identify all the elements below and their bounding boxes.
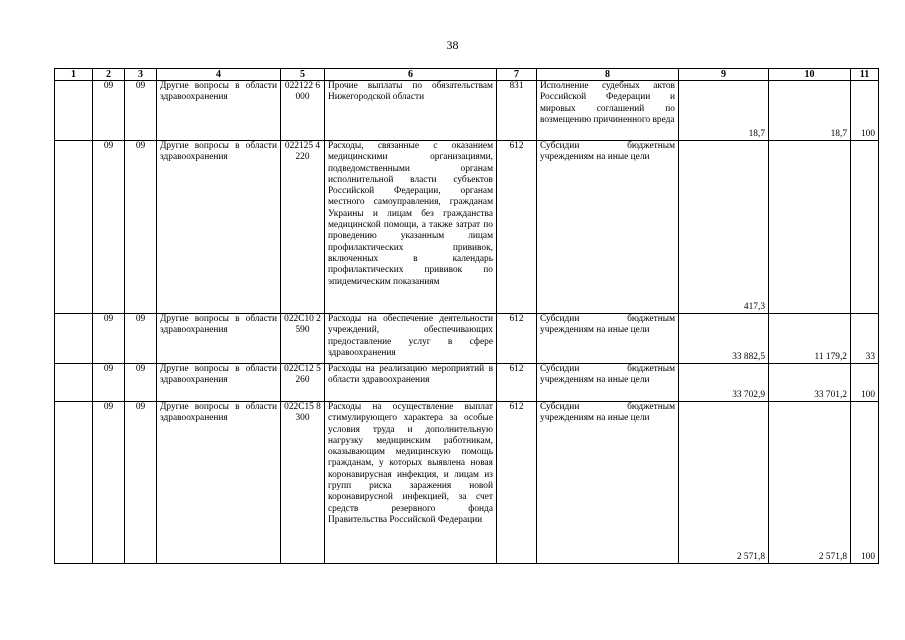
- col-header: 3: [125, 69, 157, 81]
- cell-subsection: 09: [125, 314, 157, 364]
- cell-type-code: 612: [497, 364, 537, 402]
- col-header: 8: [537, 69, 679, 81]
- table-row: [55, 141, 879, 314]
- cell-type-code: 612: [497, 402, 537, 564]
- table-row: [55, 81, 879, 141]
- col-header: 1: [55, 69, 93, 81]
- cell-expense-name: Расходы на осуществление выплат стимулирующего характера за особые условия труда и дополнительную нагрузку медицинским работникам, оказывающим медицинскую помощь гражданам, у которых выявлена новая коронавирусная инфекция, и лицам из групп риска заражения новой коронавирусной инфекцией, за счет средств резервного фонда Правительства Российской Федерации: [325, 402, 497, 564]
- cell-type-name: Субсидии бюджетным учреждениям на иные цели: [537, 364, 679, 402]
- col-header: 9: [679, 69, 769, 81]
- cell-fact: [769, 141, 851, 314]
- budget-table: [54, 68, 879, 564]
- table-row: [55, 402, 879, 564]
- cell-section: 09: [93, 141, 125, 314]
- cell-1: [55, 81, 93, 141]
- col-header: 2: [93, 69, 125, 81]
- cell-section-name: Другие вопросы в области здравоохранения: [157, 81, 281, 141]
- col-header: 10: [769, 69, 851, 81]
- cell-expense-name: Прочие выплаты по обязательствам Нижегородской области: [325, 81, 497, 141]
- cell-section-name: Другие вопросы в области здравоохранения: [157, 314, 281, 364]
- cell-1: [55, 364, 93, 402]
- table-row: [55, 314, 879, 364]
- cell-target-code: 022С10 2590: [281, 314, 325, 364]
- cell-section: 09: [93, 314, 125, 364]
- cell-expense-name: Расходы на реализацию мероприятий в области здравоохранения: [325, 364, 497, 402]
- cell-section: 09: [93, 402, 125, 564]
- cell-section: 09: [93, 364, 125, 402]
- cell-type-name: Субсидии бюджетным учреждениям на иные цели: [537, 141, 679, 314]
- cell-plan: 33 882,5: [679, 314, 769, 364]
- cell-target-code: 022С12 5260: [281, 364, 325, 402]
- cell-target-code: 022125 4220: [281, 141, 325, 314]
- cell-target-code: 022122 6000: [281, 81, 325, 141]
- cell-type-code: 831: [497, 81, 537, 141]
- cell-fact: 33 701,2: [769, 364, 851, 402]
- cell-type-name: Субсидии бюджетным учреждениям на иные цели: [537, 402, 679, 564]
- cell-1: [55, 314, 93, 364]
- cell-fact: 18,7: [769, 81, 851, 141]
- cell-subsection: 09: [125, 402, 157, 564]
- cell-plan: 417,3: [679, 141, 769, 314]
- cell-percent: [851, 141, 879, 314]
- cell-section-name: Другие вопросы в области здравоохранения: [157, 364, 281, 402]
- cell-type-name: Исполнение судебных актов Российской Федерации и мировых соглашений по возмещению причиненного вреда: [537, 81, 679, 141]
- col-header: 7: [497, 69, 537, 81]
- cell-section-name: Другие вопросы в области здравоохранения: [157, 141, 281, 314]
- cell-section: 09: [93, 81, 125, 141]
- cell-percent: 100: [851, 364, 879, 402]
- cell-plan: 33 702,9: [679, 364, 769, 402]
- cell-subsection: 09: [125, 81, 157, 141]
- cell-expense-name: Расходы на обеспечение деятельности учреждений, обеспечивающих предоставление услуг в сфере здравоохранения: [325, 314, 497, 364]
- cell-percent: 100: [851, 402, 879, 564]
- header-row: [55, 69, 879, 81]
- col-header: 6: [325, 69, 497, 81]
- cell-percent: 33: [851, 314, 879, 364]
- page-number: 38: [446, 38, 459, 52]
- cell-section-name: Другие вопросы в области здравоохранения: [157, 402, 281, 564]
- cell-fact: 2 571,8: [769, 402, 851, 564]
- cell-type-name: Субсидии бюджетным учреждениям на иные цели: [537, 314, 679, 364]
- cell-fact: 11 179,2: [769, 314, 851, 364]
- table-row: [55, 364, 879, 402]
- cell-plan: 18,7: [679, 81, 769, 141]
- cell-percent: 100: [851, 81, 879, 141]
- cell-subsection: 09: [125, 364, 157, 402]
- cell-target-code: 022С15 8300: [281, 402, 325, 564]
- cell-1: [55, 402, 93, 564]
- cell-1: [55, 141, 93, 314]
- cell-expense-name: Расходы, связанные с оказанием медицинскими организациями, подведомственными органам исполнительной власти субъектов Российской Федерации, органам местного самоуправления, гражданам Украины и лицам без гражданства медицинской помощи, а также затрат по проведению указанным лицам профилактических прививок, включенных в календарь профилактических прививок по эпидемическим показаниям: [325, 141, 497, 314]
- cell-type-code: 612: [497, 141, 537, 314]
- col-header: 4: [157, 69, 281, 81]
- cell-plan: 2 571,8: [679, 402, 769, 564]
- col-header: 5: [281, 69, 325, 81]
- col-header: 11: [851, 69, 879, 81]
- cell-type-code: 612: [497, 314, 537, 364]
- cell-subsection: 09: [125, 141, 157, 314]
